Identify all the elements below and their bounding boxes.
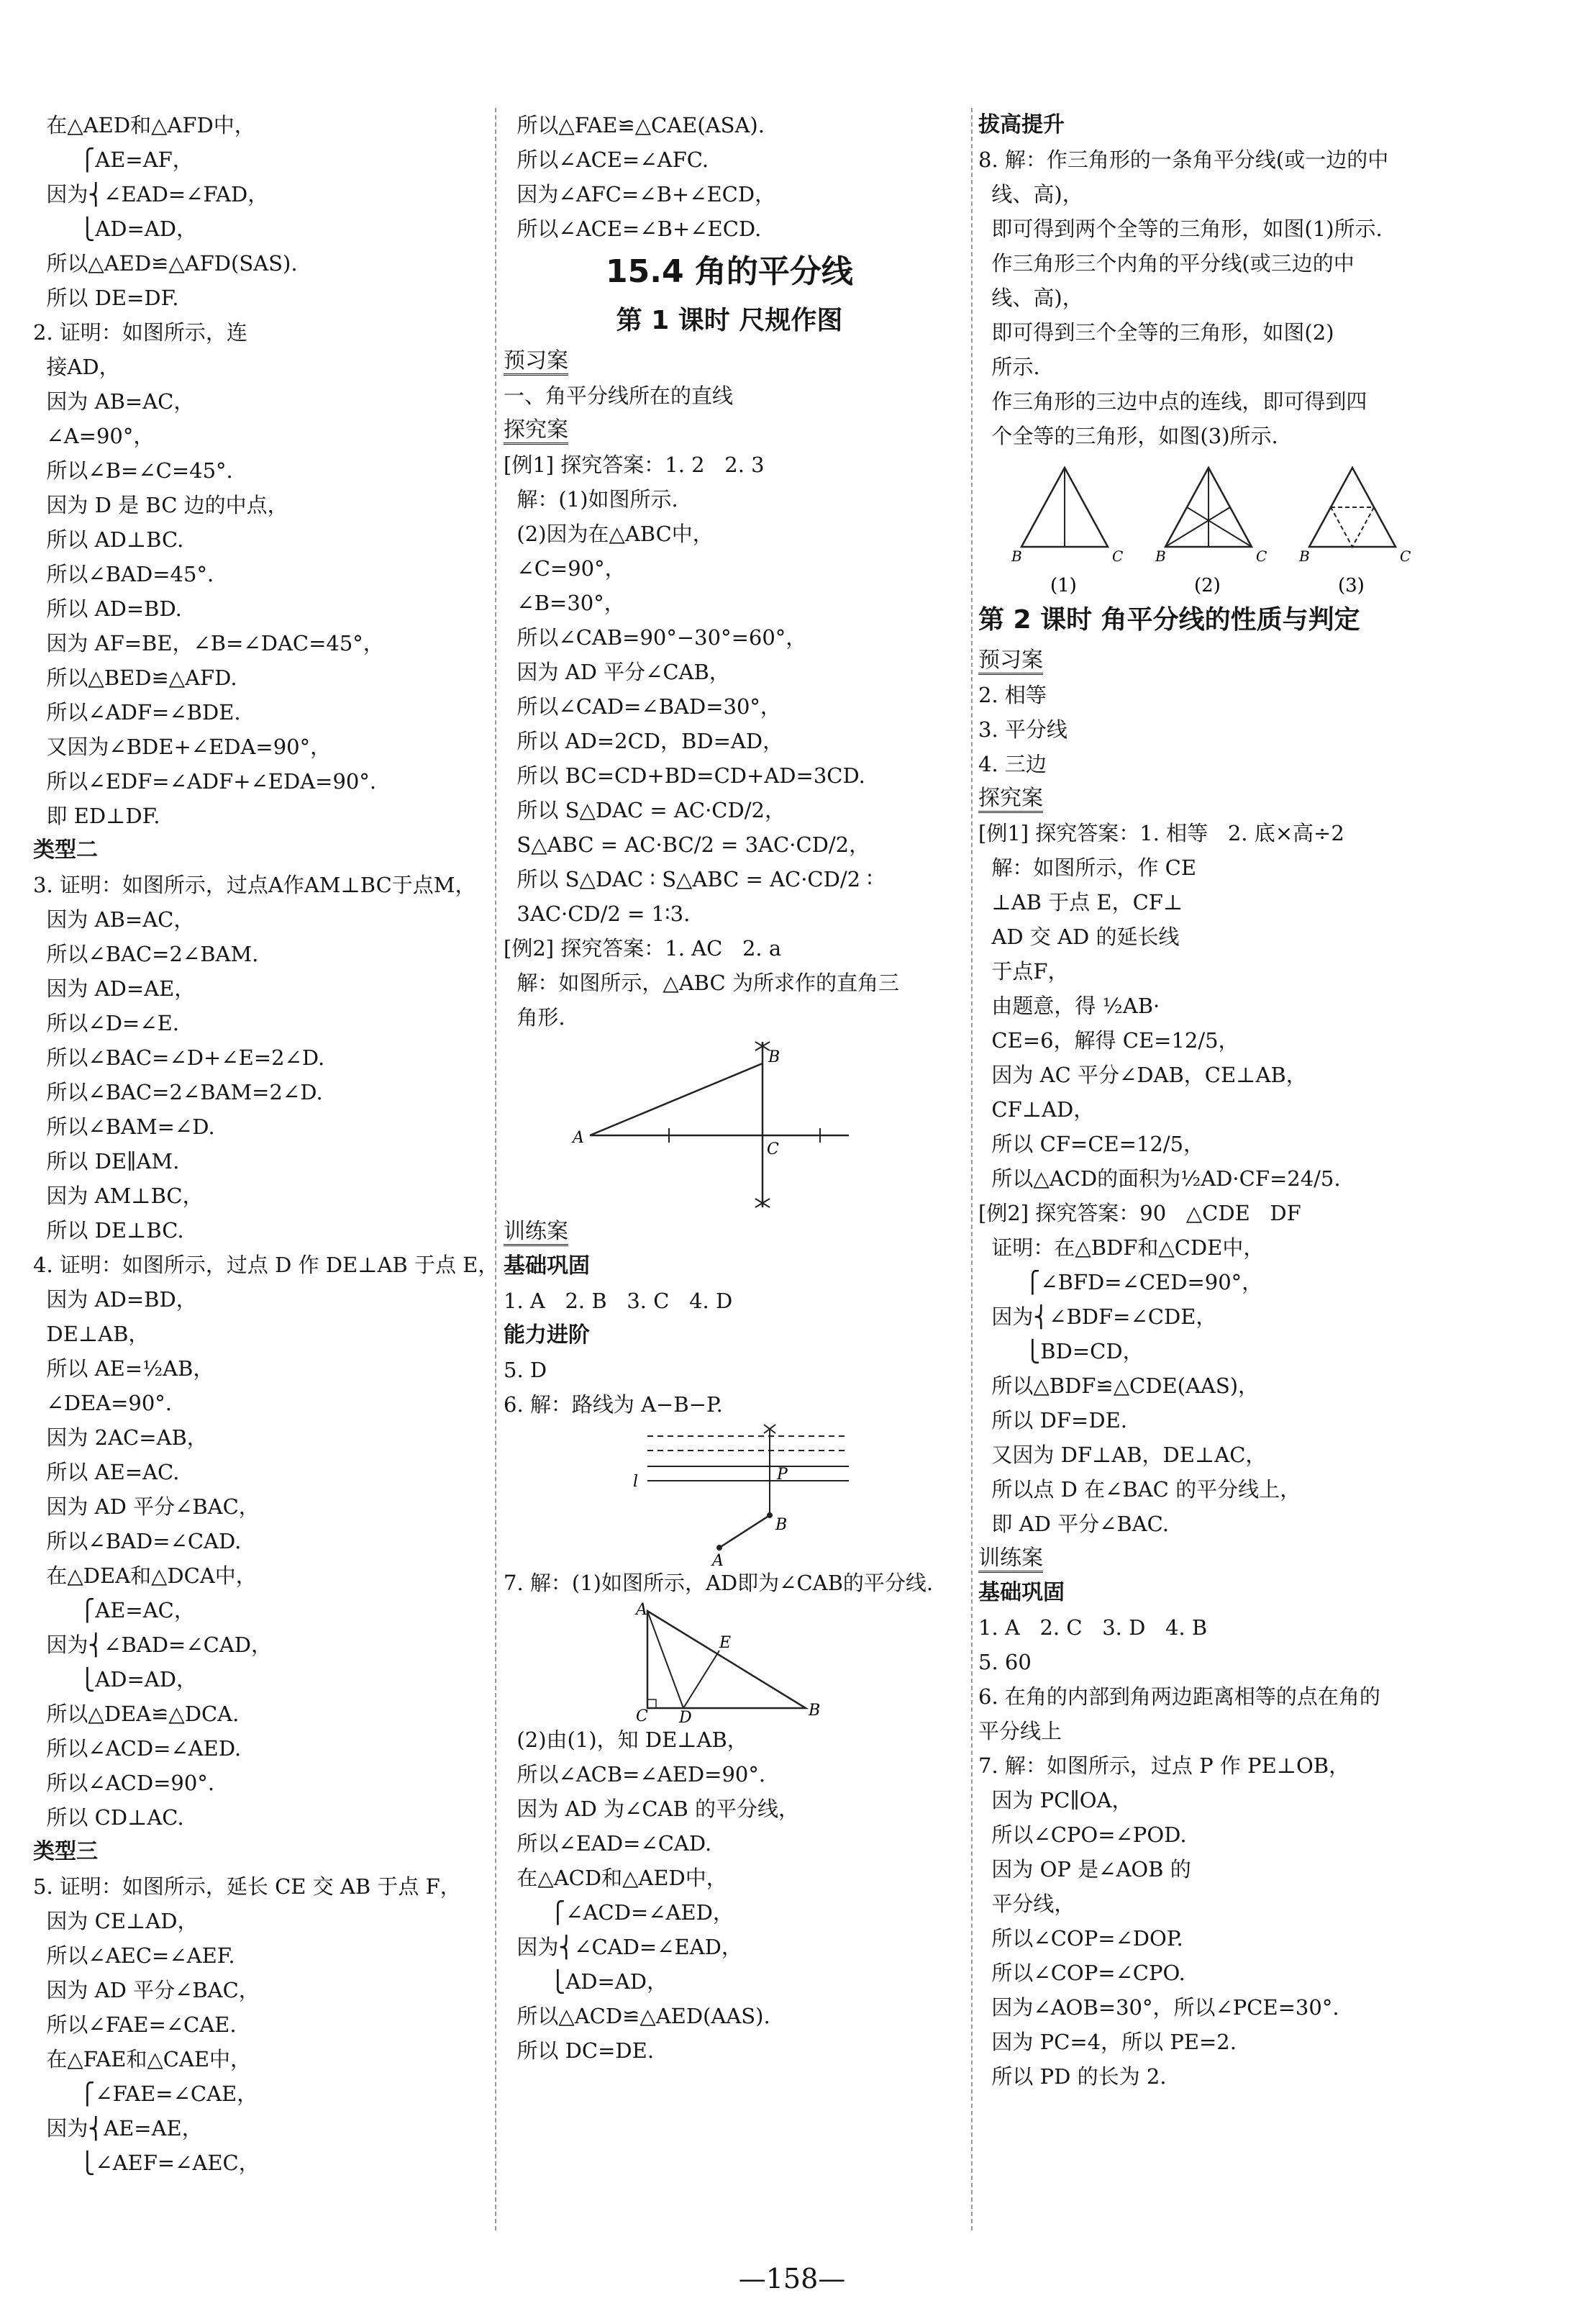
- col1-line: 接AD，: [33, 355, 120, 379]
- svg-text:B: B: [1011, 548, 1022, 565]
- col3_a-line: 线、高)，: [978, 182, 1083, 206]
- lesson-2-title: 第 2 课时 角平分线的性质与判定: [978, 605, 1360, 635]
- construction-figure-right-triangle: [504, 1035, 955, 1215]
- right-triangle-construction-svg: [504, 1035, 935, 1215]
- col2_top-line: 所以∠ACE=∠B+∠ECD.: [504, 217, 762, 241]
- col1-line: 所以 AD=BD.: [33, 596, 182, 621]
- col3_b-line: 所以△BDF≌△CDE(AAS)，: [978, 1374, 1260, 1398]
- col2_a-line: 所以 S△DAC ∶ S△ABC = AC·CD/2 ∶: [504, 867, 873, 891]
- col2_d-line: 因为⎨∠CAD=∠EAD，: [504, 1935, 742, 1959]
- col3_b-line: 基础巩固: [978, 1580, 1065, 1605]
- col2_c-line: 7. 解：(1)如图所示，AD即为∠CAB的平分线.: [504, 1571, 934, 1595]
- svg-text:l: l: [633, 1473, 639, 1491]
- figure-label-1: (1): [1050, 575, 1077, 596]
- col2_d-line: 所以 DC=DE.: [504, 2038, 655, 2063]
- section-label: 预习案: [504, 348, 568, 376]
- svg-text:C: C: [1112, 548, 1124, 565]
- col1-line: 类型二: [33, 838, 98, 863]
- col2_a-line: 所以 S△DAC = AC·CD/2，: [504, 798, 786, 822]
- col1-line: 因为⎨∠BAD=∠CAD，: [33, 1633, 272, 1657]
- col2_a-line: [例2] 探究答案：1. AC 2. a: [504, 936, 782, 961]
- svg-text:B: B: [809, 1702, 821, 1720]
- col1-line: 即 ED⊥DF.: [33, 804, 160, 828]
- col1-line: DE⊥AB，: [33, 1322, 150, 1346]
- col1-line: 4. 证明：如图所示，过点 D 作 DE⊥AB 于点 E，: [33, 1253, 499, 1277]
- col2_a-line: 解：(1)如图所示.: [504, 487, 678, 512]
- col1-line: 所以 DE∥AM.: [33, 1149, 180, 1174]
- figure-label-2: (2): [1194, 575, 1221, 596]
- svg-text:B: B: [1155, 548, 1166, 565]
- col3_a-line: 个全等的三角形，如图(3)所示.: [978, 424, 1278, 448]
- column-1: [33, 108, 499, 2180]
- col1-line: 在△DEA和△DCA中，: [33, 1563, 257, 1588]
- column-1-lines: [33, 108, 499, 2180]
- col1-line: 因为⎨AE=AE，: [33, 2116, 203, 2141]
- svg-text:B: B: [768, 1048, 780, 1066]
- column-3-lines-b: [978, 643, 1554, 2094]
- col2_d-line: 因为 AD 为∠CAB 的平分线，: [504, 1797, 800, 1821]
- col3_b-line: 6. 在角的内部到角两边距离相等的点在角的: [978, 1684, 1380, 1709]
- col3_b-line: 又因为 DF⊥AB，DE⊥AC，: [978, 1443, 1267, 1467]
- col1-line: 在△FAE和△CAE中，: [33, 2047, 252, 2071]
- col1-line: 所以∠AEC=∠AEF.: [33, 1943, 235, 1968]
- svg-text:E: E: [719, 1634, 732, 1652]
- col1-line: 因为 AD 平分∠BAC，: [33, 1494, 260, 1519]
- col1-line: ⎩∠AEF=∠AEC，: [33, 2151, 260, 2175]
- col1-line: 因为 AD 平分∠BAC，: [33, 1978, 260, 2002]
- col1-line: 所以 AE=AC.: [33, 1460, 180, 1484]
- col3_a-line: 线、高)，: [978, 286, 1083, 310]
- col3_b-line: 因为 PC=4，所以 PE=2.: [978, 2030, 1237, 2054]
- svg-text:A: A: [636, 1601, 647, 1619]
- section-label: 探究案: [978, 786, 1043, 813]
- svg-text:A: A: [712, 1552, 724, 1566]
- col1-line: 5. 证明：如图所示，延长 CE 交 AB 于点 F，: [33, 1874, 461, 1899]
- col2_top-line: 所以△FAE≌△CAE(ASA).: [504, 113, 765, 137]
- col3_b-line: 3. 平分线: [978, 717, 1068, 742]
- col1-line: ⎩AD=AD，: [33, 1667, 197, 1692]
- route-svg: [504, 1422, 935, 1566]
- col3_b-line: ⊥AB 于点 E，CF⊥: [978, 890, 1183, 914]
- col2_d-line: 所以∠ACB=∠AED=90°.: [504, 1762, 766, 1787]
- col2_b-line: 5. D: [504, 1358, 547, 1382]
- col3_b-line: 证明：在△BDF和△CDE中，: [978, 1235, 1265, 1260]
- col3_b-line: 因为 AC 平分∠DAB，CE⊥AB，: [978, 1063, 1307, 1087]
- col3_b-line: 所以 PD 的长为 2.: [978, 2064, 1167, 2089]
- section-label: 探究案: [504, 417, 568, 445]
- col3_a-line: 即可得到两个全等的三角形，如图(1)所示.: [978, 217, 1383, 241]
- col2_a-line: [例1] 探究答案：1. 2 2. 3: [504, 453, 765, 477]
- column-2-lines-b: [504, 1215, 955, 1422]
- column-2-lines-a: [504, 344, 955, 1035]
- col1-line: 所以∠FAE=∠CAE.: [33, 2012, 237, 2037]
- col1-line: 所以∠BAD=45°.: [33, 562, 214, 586]
- col1-line: ⎧AE=AF，: [33, 147, 194, 172]
- col1-line: 所以∠EDF=∠ADF+∠EDA=90°.: [33, 769, 377, 794]
- col3_b-line: 所以∠COP=∠CPO.: [978, 1961, 1185, 1985]
- col1-line: 所以△DEA≌△DCA.: [33, 1702, 240, 1726]
- col1-line: 2. 证明：如图所示，连: [33, 320, 247, 345]
- col2_b-line: 基础巩固: [504, 1253, 590, 1279]
- col2_a-line: 3AC·CD/2 = 1∶3.: [504, 902, 691, 926]
- col3_b-line: [978, 1541, 1554, 1576]
- col1-line: 因为 AD=BD，: [33, 1287, 197, 1312]
- congruent-triangles-figures: [978, 453, 1554, 597]
- figure-label-3: (3): [1338, 575, 1365, 596]
- col1-line: 因为 AM⊥BC，: [33, 1184, 204, 1208]
- col1-line: 所以∠BAC=2∠BAM.: [33, 942, 259, 966]
- col1-line: 所以∠ACD=∠AED.: [33, 1736, 242, 1761]
- col3_b-line: 所以∠COP=∠DOP.: [978, 1926, 1183, 1951]
- col2_a-line: 角形.: [504, 1005, 565, 1030]
- col2_a-line: 因为 AD 平分∠CAB，: [504, 660, 730, 684]
- col3_b-line: 由题意，得 ½AB·: [978, 994, 1160, 1018]
- col3_b-line: 7. 解：如图所示，过点 P 作 PE⊥OB，: [978, 1753, 1350, 1778]
- col1-line: 所以 AE=½AB，: [33, 1356, 214, 1381]
- section-label: 训练案: [978, 1545, 1043, 1573]
- svg-text:P: P: [777, 1466, 788, 1484]
- col1-line: 所以 AD⊥BC.: [33, 527, 184, 552]
- col3_b-line: AD 交 AD 的延长线: [978, 925, 1180, 949]
- col2_top-line: 所以∠ACE=∠AFC.: [504, 147, 709, 172]
- col1-line: 所以∠BAC=∠D+∠E=2∠D.: [33, 1045, 325, 1070]
- col2_a-line: 所以∠CAB=90°−30°=60°，: [504, 625, 807, 650]
- col2_a-line: [504, 413, 955, 448]
- col3_b-line: CE=6，解得 CE=12/5，: [978, 1028, 1239, 1053]
- svg-text:C: C: [1256, 548, 1267, 565]
- col3_b-line: 4. 三边: [978, 752, 1047, 776]
- col3_a-line: 所示.: [978, 355, 1040, 379]
- col3_a-line: 作三角形的三边中点的连线，即可得到四: [978, 389, 1367, 414]
- svg-text:C: C: [1400, 548, 1411, 565]
- column-2-top-lines: [504, 108, 955, 246]
- lesson-1-title: 第 1 课时 尺规作图: [616, 306, 843, 335]
- col3_b-line: 1. A 2. C 3. D 4. B: [978, 1615, 1208, 1640]
- col2_b-line: 6. 解：路线为 A−B−P.: [504, 1392, 723, 1417]
- col3_a-line: 即可得到三个全等的三角形，如图(2): [978, 320, 1334, 345]
- col2_d-line: ⎩AD=AD，: [504, 1969, 668, 1994]
- col3_b-line: 5. 60: [978, 1650, 1032, 1674]
- column-2-lines-c: [504, 1566, 955, 1600]
- section-label: 训练案: [504, 1219, 568, 1246]
- col1-line: 所以∠D=∠E.: [33, 1011, 179, 1035]
- col3_b-line: 所以 DF=DE.: [978, 1408, 1127, 1433]
- col1-line: 因为 2AC=AB，: [33, 1425, 208, 1450]
- col1-line: 3. 证明：如图所示，过点A作AM⊥BC于点M，: [33, 873, 476, 897]
- col1-line: 因为⎨∠EAD=∠FAD，: [33, 182, 269, 206]
- col1-line: 因为 CE⊥AD，: [33, 1909, 199, 1933]
- col3_b-line: 2. 相等: [978, 683, 1047, 707]
- col3_b-line: ⎩BD=CD，: [978, 1339, 1144, 1363]
- col2_top-line: 因为∠AFC=∠B+∠ECD，: [504, 182, 776, 206]
- col1-line: 类型三: [33, 1839, 98, 1864]
- col2_d-line: 所以∠EAD=∠CAD.: [504, 1831, 712, 1856]
- column-3-lines-a: [978, 108, 1554, 453]
- col1-line: 因为 AB=AC，: [33, 907, 195, 932]
- column-3: [978, 108, 1554, 2094]
- col3_b-line: 所以△ACD的面积为½AD·CF=24/5.: [978, 1166, 1341, 1191]
- col3_b-line: 因为∠AOB=30°，所以∠PCE=30°.: [978, 1995, 1339, 2020]
- col1-line: 所以∠ADF=∠BDE.: [33, 700, 241, 725]
- col1-line: 因为 AF=BE，∠B=∠DAC=45°，: [33, 631, 384, 655]
- col3_a-line: 8. 解：作三角形的一条角平分线(或一边的中: [978, 147, 1389, 172]
- col1-line: 因为 AB=AC，: [33, 389, 195, 414]
- col3_b-line: CF⊥AD，: [978, 1097, 1095, 1122]
- col2_a-line: (2)因为在△ABC中，: [504, 522, 714, 546]
- col1-line: 因为 AD=AE，: [33, 976, 196, 1001]
- col1-line: 所以∠BAD=∠CAD.: [33, 1529, 242, 1553]
- col1-line: 所以△AED≌△AFD(SAS).: [33, 251, 298, 276]
- section-title: 15.4 角的平分线: [606, 253, 853, 290]
- col3_b-line: 于点F，: [978, 959, 1069, 984]
- column-2: [504, 108, 955, 2068]
- col1-line: ⎧AE=AC，: [33, 1598, 195, 1622]
- col2_a-line: S△ABC = AC·BC/2 = 3AC·CD/2，: [504, 832, 870, 857]
- col2_a-line: 解：如图所示，△ABC 为所求作的直角三: [504, 971, 899, 995]
- col2_b-line: 1. A 2. B 3. C 4. D: [504, 1289, 733, 1313]
- col2_a-line: ∠B=30°，: [504, 591, 625, 615]
- col1-line: 在△AED和△AFD中，: [33, 113, 255, 137]
- col1-line: 所以∠ACD=90°.: [33, 1771, 215, 1795]
- col1-line: ⎩AD=AD，: [33, 217, 197, 241]
- col1-line: 因为 D 是 BC 边的中点，: [33, 493, 288, 517]
- col3_b-line: 因为 OP 是∠AOB 的: [978, 1857, 1191, 1882]
- col3_b-line: ⎧∠BFD=∠CED=90°，: [978, 1270, 1263, 1294]
- svg-text:C: C: [767, 1140, 779, 1158]
- col2_a-line: ∠C=90°，: [504, 556, 626, 581]
- col3_b-line: 平分线，: [978, 1892, 1075, 1916]
- col1-line: 所以 DE=DF.: [33, 286, 179, 310]
- col1-line: 所以△BED≌△AFD.: [33, 666, 237, 690]
- col2_d-line: 所以△ACD≌△AED(AAS).: [504, 2004, 770, 2028]
- col1-line: 所以 CD⊥AC.: [33, 1805, 184, 1830]
- col3_b-line: 即 AD 平分∠BAC.: [978, 1512, 1169, 1536]
- col2_d-line: (2)由(1)，知 DE⊥AB，: [504, 1728, 748, 1752]
- col1-line: 所以∠B=∠C=45°.: [33, 458, 233, 483]
- col3_b-line: [例1] 探究答案：1. 相等 2. 底×高÷2: [978, 821, 1344, 845]
- svg-text:D: D: [679, 1709, 692, 1722]
- col3_b-line: [978, 643, 1554, 678]
- col1-line: ⎧∠FAE=∠CAE，: [33, 2082, 258, 2106]
- col2_b-line: 能力进阶: [504, 1322, 590, 1348]
- svg-text:B: B: [775, 1516, 788, 1534]
- col3_b-line: 所以 CF=CE=12/5，: [978, 1132, 1205, 1156]
- col3_b-line: 因为 PC∥OA，: [978, 1788, 1133, 1812]
- col2_a-line: 所以∠CAD=∠BAD=30°，: [504, 694, 781, 719]
- page-number: —158—: [738, 2263, 846, 2295]
- svg-text:B: B: [1299, 548, 1310, 565]
- col3_b-line: [例2] 探究答案：90 △CDE DF: [978, 1201, 1301, 1225]
- col1-line: 又因为∠BDE+∠EDA=90°，: [33, 735, 332, 759]
- col2_d-line: 在△ACD和△AED中，: [504, 1866, 727, 1890]
- col1-line: ∠A=90°，: [33, 424, 155, 448]
- col1-line: ∠DEA=90°.: [33, 1391, 173, 1415]
- col3_b-line: 所以∠CPO=∠POD.: [978, 1823, 1187, 1847]
- col2_a-line: 所以 AD=2CD，BD=AD，: [504, 729, 784, 753]
- col3_b-line: 平分线上: [978, 1719, 1062, 1743]
- col2_a-line: 一、角平分线所在的直线: [504, 383, 734, 408]
- col1-line: 所以 DE⊥BC.: [33, 1218, 184, 1243]
- angle-bisector-svg: [504, 1600, 935, 1722]
- route-figure: [504, 1422, 955, 1566]
- angle-bisector-figure: [504, 1600, 955, 1722]
- svg-text:A: A: [573, 1129, 584, 1147]
- col1-line: 所以∠BAC=2∠BAM=2∠D.: [33, 1080, 323, 1104]
- col2_a-line: 所以 BC=CD+BD=CD+AD=3CD.: [504, 763, 865, 788]
- section-label: 预习案: [978, 648, 1043, 675]
- col2_d-line: ⎧∠ACD=∠AED，: [504, 1900, 734, 1925]
- col3_a-line: 拔高提升: [978, 112, 1065, 137]
- col1-line: 所以∠BAM=∠D.: [33, 1115, 215, 1139]
- col2_a-line: [504, 344, 955, 378]
- col3_b-line: [978, 781, 1554, 816]
- col3_b-line: 所以点 D 在∠BAC 的平分线上，: [978, 1477, 1301, 1502]
- col2_b-line: [504, 1215, 955, 1249]
- col3_b-line: 因为⎨∠BDF=∠CDE，: [978, 1304, 1217, 1329]
- svg-text:C: C: [636, 1707, 648, 1722]
- column-2-lines-d: [504, 1722, 955, 2068]
- col3_b-line: 解：如图所示，作 CE: [978, 855, 1197, 880]
- three-triangles-svg: [978, 453, 1539, 597]
- col3_a-line: 作三角形三个内角的平分线(或三边的中: [978, 251, 1355, 276]
